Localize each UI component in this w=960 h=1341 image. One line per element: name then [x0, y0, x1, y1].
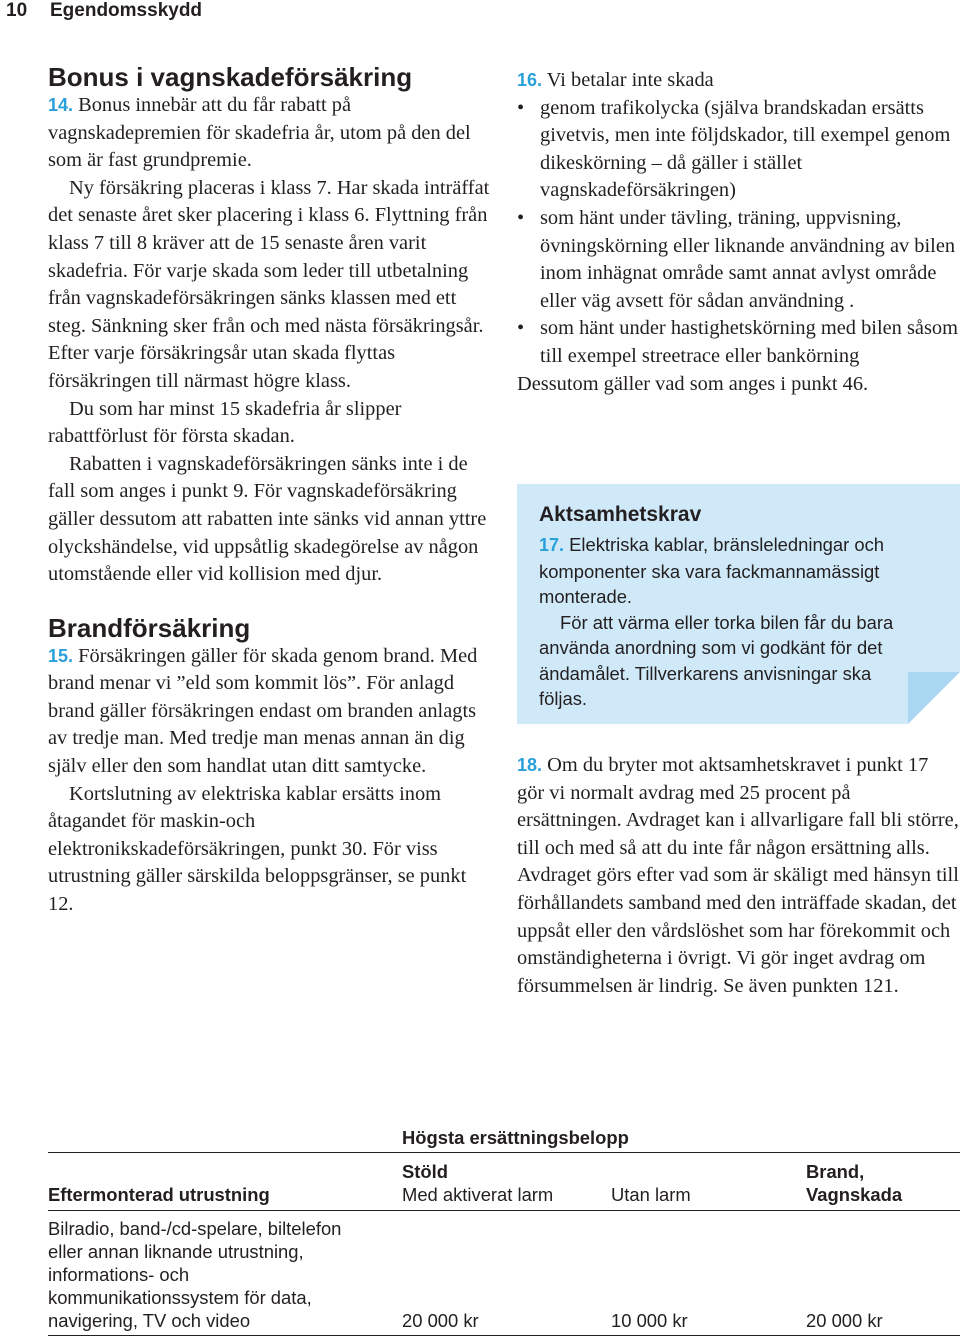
table-cell-utan-larm: 10 000 kr	[611, 1310, 688, 1331]
table-cell-brand: 20 000 kr	[806, 1310, 883, 1331]
table-header-item: Eftermonterad utrustning	[48, 1184, 270, 1205]
section-heading-brand: Brandförsäkring	[48, 612, 251, 643]
paragraph-16-after: Dessutom gäller vad som anges i punkt 46.	[517, 372, 869, 395]
paragraph-16-text: Vi betalar inte skada	[546, 69, 714, 91]
paragraph-number-15: 15.	[48, 645, 74, 666]
running-title: Egendomsskydd	[50, 0, 203, 21]
list-item: • genom trafikolycka (själva brandskadan ersätts givetvis, men inte följdskador, till exempel genom dikeskörning – då gäller i stället vagnskadeförsäkringen)	[517, 95, 960, 205]
page-header	[0, 0, 960, 22]
paragraph-number-17: 17.	[539, 535, 565, 555]
page-number: 10	[6, 0, 28, 21]
left-column	[48, 62, 496, 919]
paragraph-14-text: Bonus innebär att du får rabatt på vagnskadepremien för skadefria år, utom på den del som är fast grundpremie.	[48, 94, 471, 172]
table-rule	[48, 1335, 960, 1336]
table-header-utan-larm: Utan larm	[611, 1184, 691, 1205]
table-header-vagnskada: Vagnskada	[806, 1184, 903, 1205]
table-rule	[48, 1152, 960, 1153]
paragraph-15	[48, 643, 496, 781]
paragraph-18	[517, 752, 960, 1000]
table-cell-med-larm: 20 000 kr	[402, 1310, 479, 1331]
paragraph-14-b: Ny försäkring placeras i klass 7. Har skada inträffat det senaste året sker placering i klass 6. Flyttning från klass 7 till 8 kräver att de 15 senaste åren varit skadefria. För varje skada som leder till utbetalning från vagnskadeförsäkringen sänks klassen med ett steg. Sänkning sker från och med nästa försäkringsår. Efter varje försäkringsår utan skada flyttas försäkringen till närmast högre klass.	[48, 176, 490, 392]
paragraph-number-14: 14.	[48, 95, 74, 115]
exclusion-list	[517, 95, 960, 371]
paragraph-14	[48, 92, 496, 175]
table-rule	[48, 1210, 960, 1211]
paragraph-16	[517, 67, 960, 95]
table-cell-item: Bilradio, band-/cd-spelare, biltelefon eller annan liknande utrustning, informations- och kommunikationssystem för data, navigering, TV och video	[48, 1218, 342, 1331]
table-header-stold: Stöld	[402, 1161, 448, 1182]
paragraph-14-d: Rabatten i vagnskadeförsäkringen sänks inte i de fall som anges i punkt 9. För vagnskadeförsäkring gäller dessutom att rabatten inte sänks vid annan yttre olyckshändelse, vid uppsåtlig skadegörelse av någon utomstående eller vid kollision med djur.	[48, 452, 487, 586]
paragraph-14-c: Du som har minst 15 skadefria år slipper rabattförlust för första skadan.	[48, 397, 402, 448]
paragraph-number-16: 16.	[517, 70, 543, 90]
paragraph-number-18: 18.	[517, 755, 543, 775]
list-item: • som hänt under hastighetskörning med bilen såsom till exempel streetrace eller bankörning	[517, 315, 960, 370]
paragraph-18-text: Om du bryter mot aktsamhetskravet i punkt 17 gör vi normalt avdrag med 25 procent på ersättningen. Avdraget kan i allvarligare fall bli större, till och med så att du inte får någon ersättning alls. Avdraget görs efter vad som är skäligt med hänsyn till förhållandets samband med den inträffade skadan, det uppsåt eller den vårdslöshet som har förekommit och omständigheterna i övrigt. Vi gör inget avdrag om försummelsen är lindrig. Se även punkten 121.	[517, 754, 959, 997]
section-heading-bonus: Bonus i vagnskadeförsäkring	[48, 62, 413, 92]
paragraph-15-b: Kortslutning av elektriska kablar ersätts inom åtagandet för maskin-och elektronikskadeförsäkringen, punkt 30. För viss utrustning gäller särskilda beloppsgränser, se punkt 12.	[48, 782, 467, 916]
list-item: • som hänt under tävling, träning, uppvisning, övningskörning eller liknande användning av bilen inom inhägnat område samt annat avlyst område eller väg avsett för sådan användning .	[517, 205, 960, 315]
callout-heading: Aktsamhetskrav	[539, 503, 702, 526]
paragraph-15-text: Försäkringen gäller för skada genom brand. Med brand menar vi ”eld som kommit lös”. För anlagd brand gäller försäkringen endast om branden anlagts av tredje man. Med tredje man menas annan än dig själv eller den som handlat utan ditt samtycke.	[48, 644, 478, 778]
table-header-brand: Brand,	[806, 1161, 865, 1182]
paragraph-17	[539, 532, 940, 610]
right-column	[517, 67, 960, 398]
table-super-header: Högsta ersättningsbelopp	[402, 1127, 629, 1148]
table-header-med-larm: Med aktiverat larm	[402, 1184, 554, 1205]
right-column-lower	[517, 752, 960, 1000]
callout-box	[517, 484, 960, 724]
paragraph-17-text: Elektriska kablar, bränsleledningar och komponenter ska vara fackmannamässigt monterade.	[539, 534, 885, 607]
paragraph-17-b: För att värma eller torka bilen får du bara använda anordning som vi godkänt för det ändamålet. Tillverkarens anvisningar ska följas.	[539, 611, 894, 709]
page-fold-shade	[908, 672, 960, 724]
